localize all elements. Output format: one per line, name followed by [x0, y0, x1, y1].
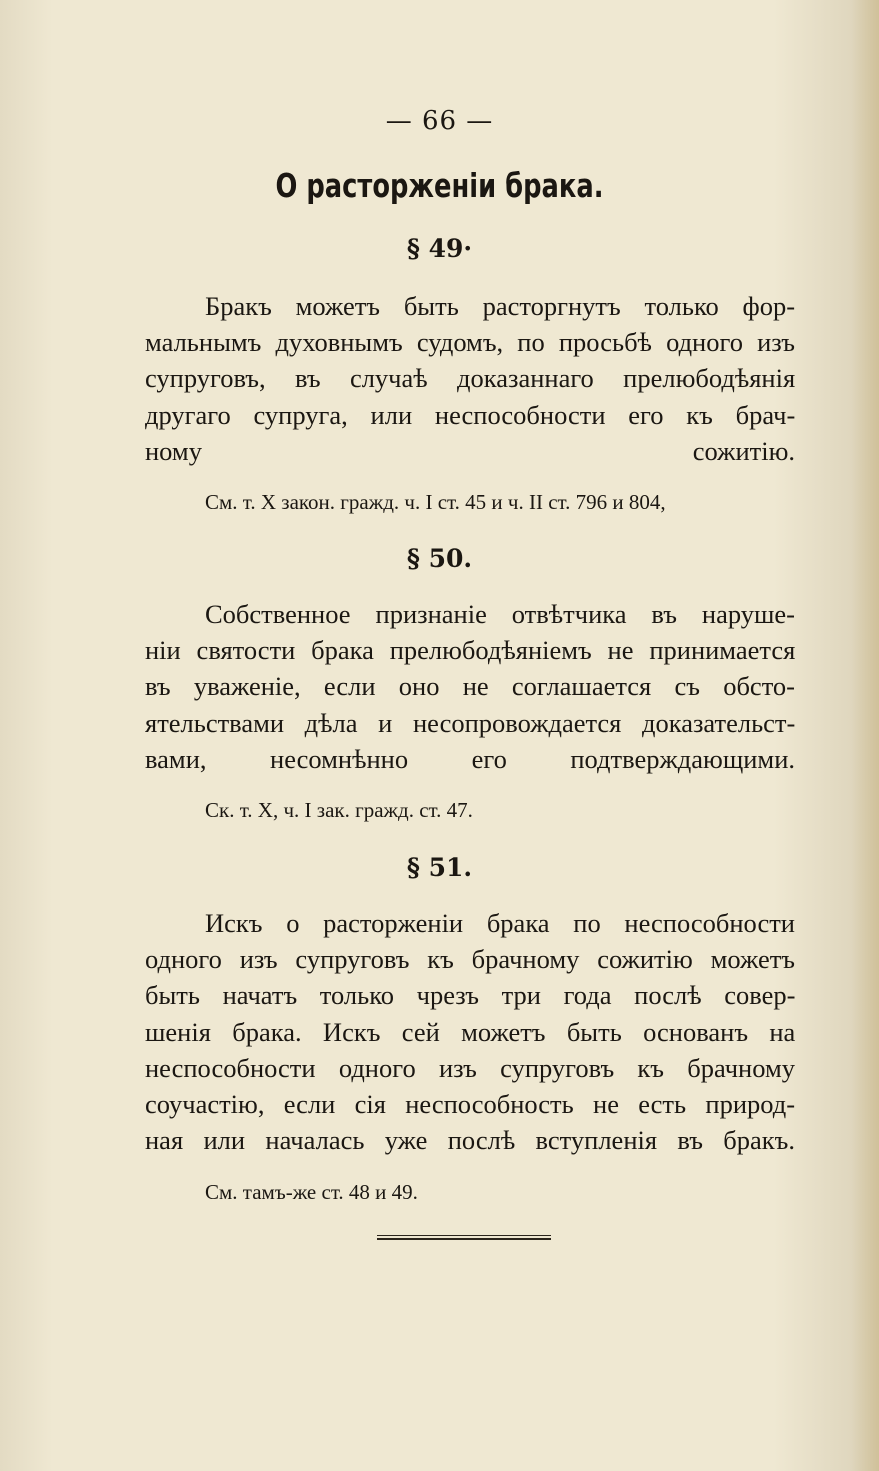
chapter-title: О расторженіи брака. — [275, 166, 604, 205]
paragraph-line: быть начатъ только чрезъ три года послѣ совер- — [145, 980, 796, 1011]
section-heading: § 50. — [406, 544, 473, 573]
paragraph-line: шенія брака. Искъ сей можетъ быть основанъ на — [145, 1016, 796, 1047]
paragraph-line: ніи святости брака прелюбодѣяніемъ не принимается — [145, 635, 796, 666]
page-number: — 66 — — [385, 106, 494, 136]
paragraph-line: соучастію, если сія неспособность не есть природ- — [145, 1089, 796, 1120]
reference-note: Ск. т. X, ч. I зак. гражд. ст. 47. — [205, 798, 473, 822]
page-edge-shadow — [851, 0, 879, 1471]
paragraph-line: Собственное признаніе отвѣтчика въ наруше- — [205, 599, 795, 629]
paragraph-line: супруговъ, въ случаѣ доказаннаго прелюбодѣянія — [145, 363, 796, 394]
rule-line — [377, 1238, 551, 1240]
paragraph — [145, 596, 795, 777]
paragraph-line: другаго супруга, или неспособности его къ брач- — [145, 399, 796, 430]
paragraph-line: мальнымъ духовнымъ судомъ, по просьбѣ одного изъ — [145, 327, 795, 358]
paragraph-line: неспособности одного изъ супруговъ къ брачному — [145, 1052, 795, 1083]
paragraph — [145, 288, 795, 469]
section-heading: § 51. — [406, 853, 473, 882]
paragraph-line: ному сожитію. — [145, 435, 795, 466]
paragraph-line: Искъ о расторженіи брака по неспособности — [205, 908, 795, 938]
rule-line — [377, 1235, 551, 1236]
paragraph-line: вами, несомнѣнно его подтверждающими. — [145, 743, 795, 774]
paragraph-line: ная или началась уже послѣ вступленія въ бракъ. — [145, 1125, 795, 1156]
section-heading: § 49· — [406, 234, 473, 263]
paragraph-line: Бракъ можетъ быть расторгнутъ только фор- — [205, 291, 796, 321]
end-ornament-rule — [377, 1235, 551, 1242]
reference-note: См. тамъ-же ст. 48 и 49. — [205, 1180, 418, 1204]
paragraph — [145, 905, 795, 1158]
paragraph-line: ятельствами дѣла и несопровождается доказательст- — [145, 707, 796, 738]
reference-note: См. т. X закон. гражд. ч. I ст. 45 и ч. II ст. 796 и 804, — [205, 490, 666, 514]
paragraph-line: одного изъ супруговъ къ брачному сожитію можетъ — [145, 944, 795, 975]
paragraph-line: въ уваженіе, если оно не соглашается съ обсто- — [145, 671, 795, 702]
